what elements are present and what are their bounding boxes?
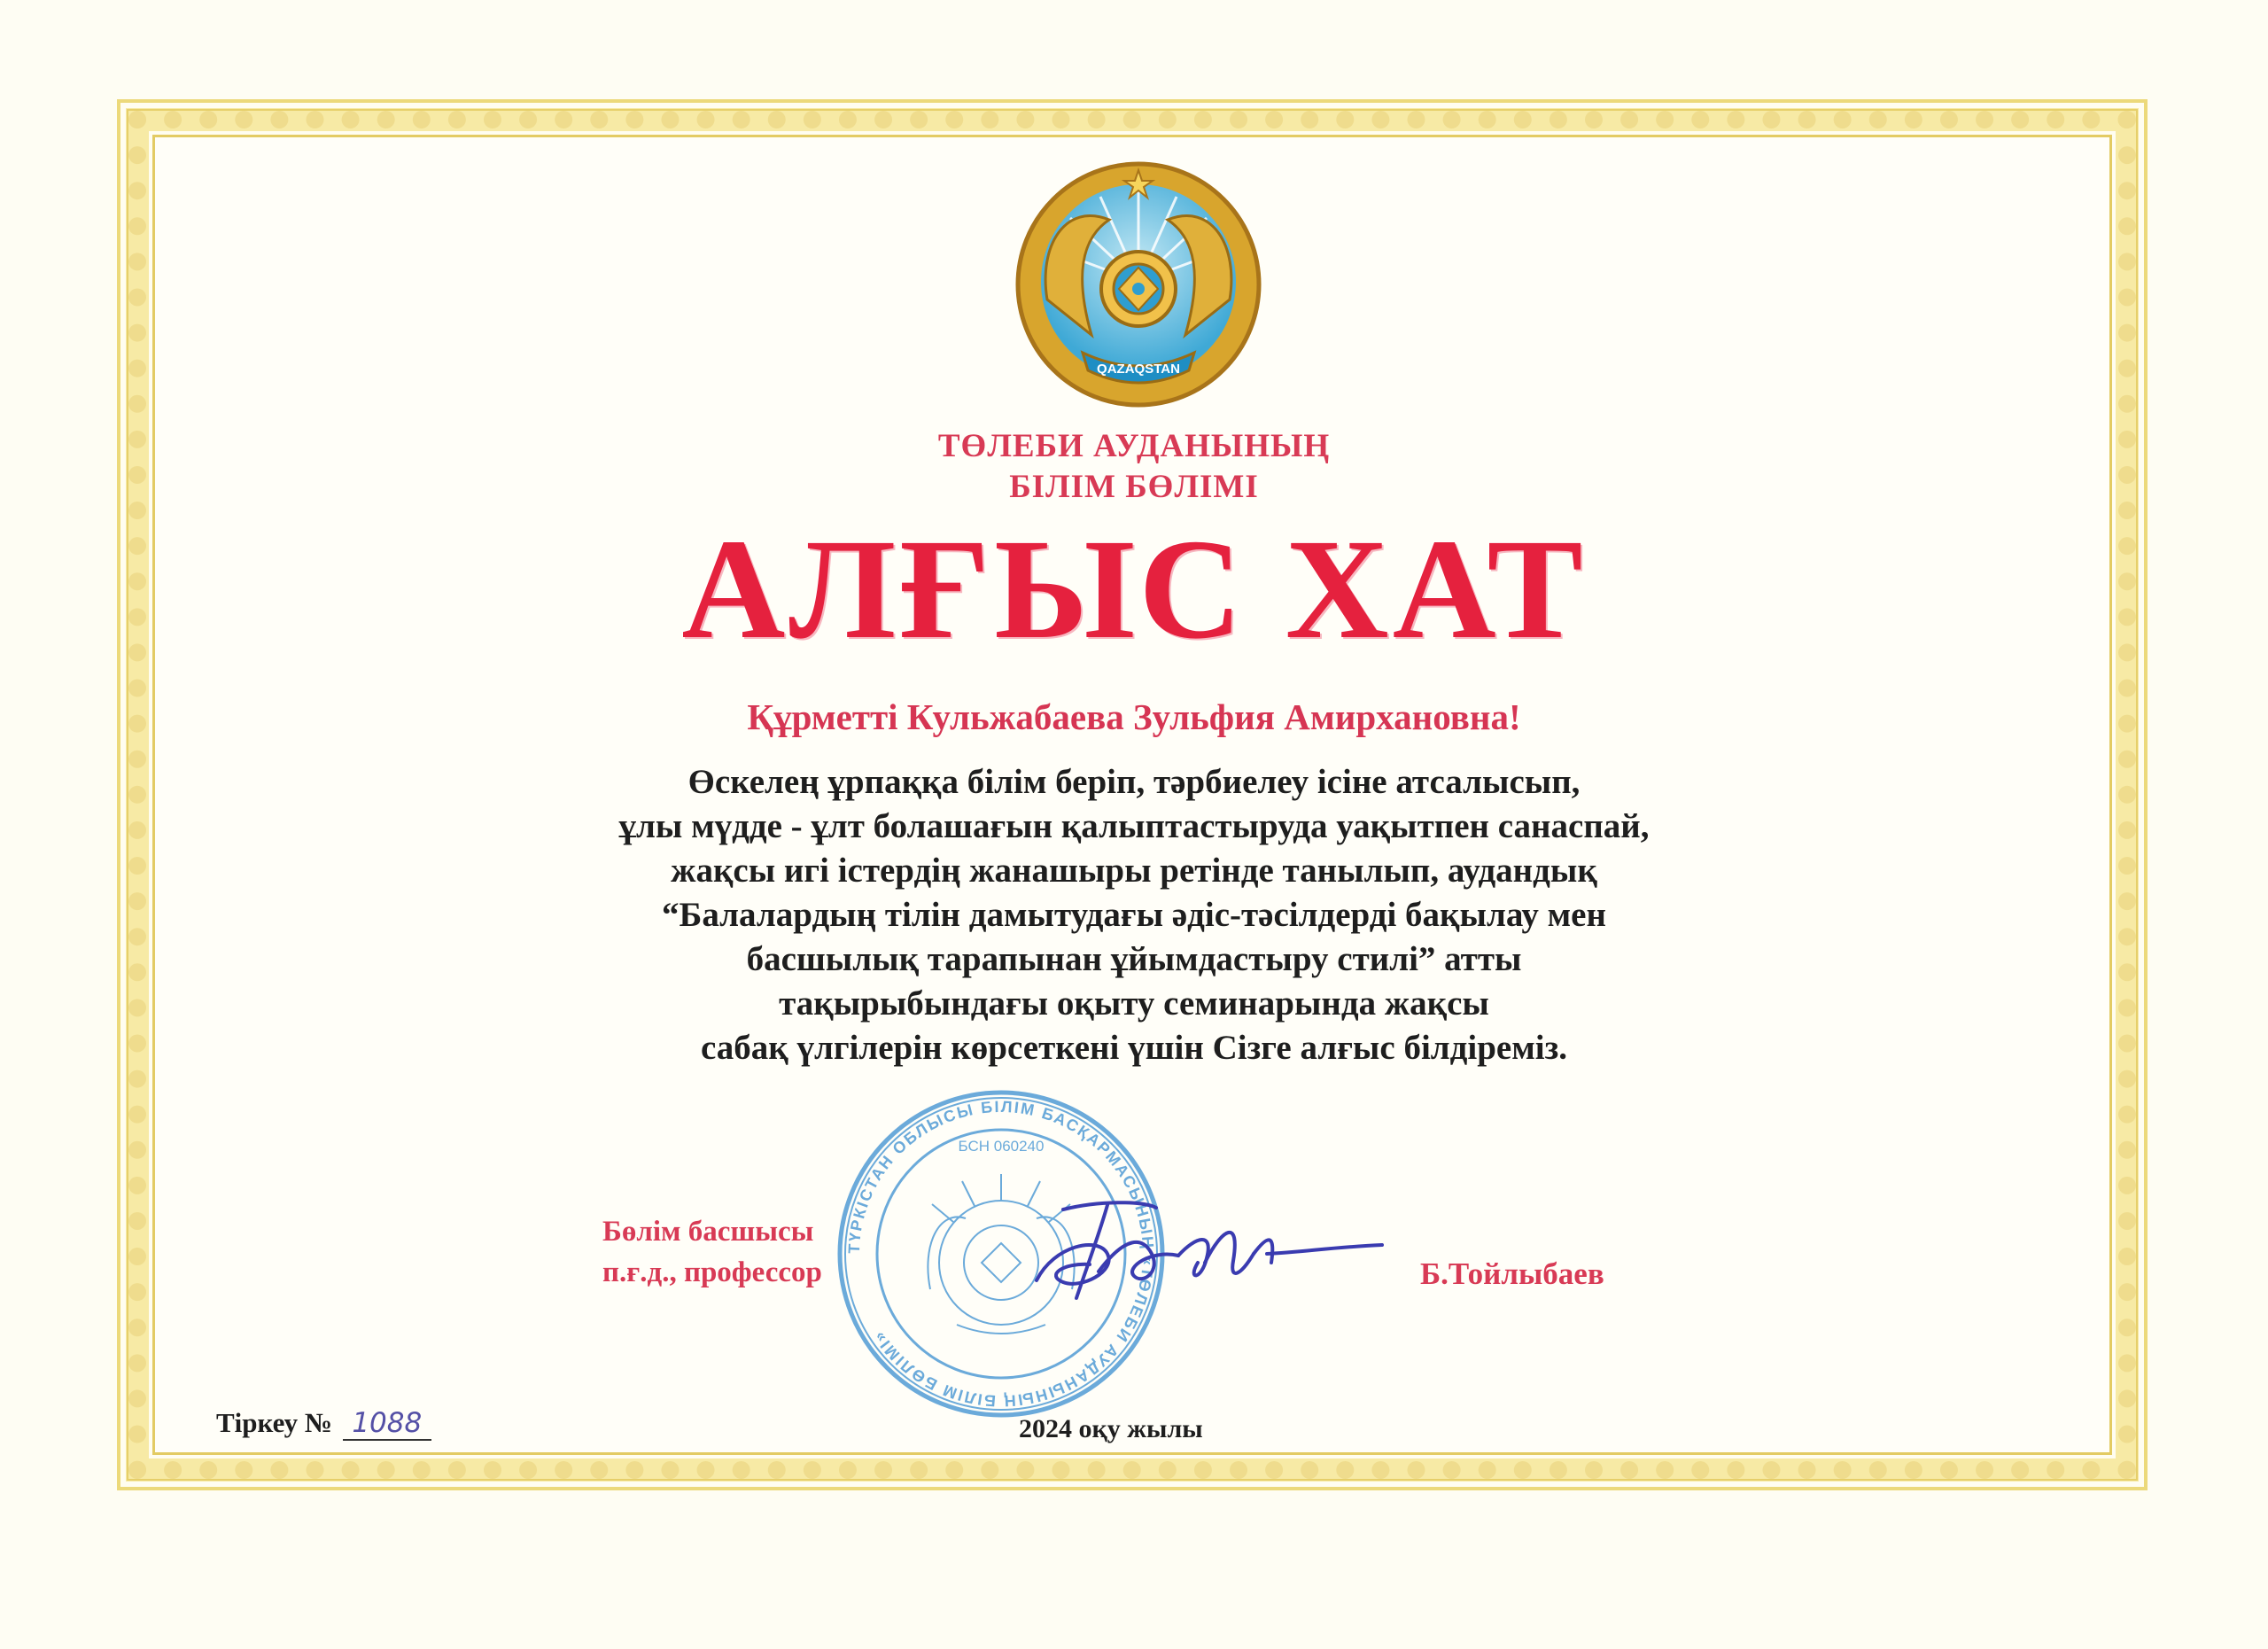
emblem-caption: QAZAQSTAN	[1097, 362, 1180, 377]
registration-label: Тіркеу №	[216, 1407, 333, 1438]
body-line: тақырыбындағы оқыту семинарында жақсы	[779, 984, 1489, 1023]
body-line: Өскелең ұрпаққа білім беріп, тәрбиелеу ісіне атсалысып,	[687, 763, 1581, 801]
organization-line-1: ТӨЛЕБИ АУДАНЫНЫҢ	[937, 428, 1331, 464]
organization-line-2: БІЛІМ БӨЛІМІ	[1009, 469, 1259, 505]
signer-position: Бөлім басшысы	[602, 1216, 814, 1248]
academic-year: 2024 оқу жылы	[1019, 1414, 1203, 1443]
body-line: жақсы игі істердің жанашыры ретінде танылып, аудандық	[671, 852, 1597, 890]
handwritten-signature	[1001, 1183, 1391, 1307]
body-line: ұлы мүдде - ұлт болашағын қалыптастыруда уақытпен санаспай,	[618, 807, 1650, 845]
signer-degree: п.ғ.д., профессор	[602, 1256, 822, 1288]
certificate-body	[337, 760, 1931, 1070]
registration-line	[216, 1407, 431, 1441]
body-line: сабақ үлгілерін көрсеткені үшін Сізге алғыс білдіреміз.	[700, 1029, 1568, 1067]
stamp-ring-text: ТҮРКІСТАН ОБЛЫСЫ БІЛІМ БАСҚАРМАСЫНЫҢ «ТӨЛЕБИ АУДАНЫНЫҢ БІЛІМ БӨЛІМІ»	[844, 1097, 1158, 1411]
signer-name: Б.Тойлыбаев	[1420, 1256, 1604, 1291]
registration-number: 1088	[343, 1407, 431, 1441]
body-line: “Балалардың тілін дамытудағы әдіс-тәсілдерді бақылау мен	[662, 896, 1606, 934]
body-line: басшылық тарапынан ұйымдастыру стилі” атты	[746, 940, 1522, 978]
stamp-code: БСН 060240	[958, 1138, 1045, 1155]
state-emblem-icon	[1012, 158, 1265, 411]
document-title: АЛҒЫС ХАТ	[681, 510, 1587, 669]
recipient-greeting: Құрметті Кульжабаева Зульфия Амирхановна!	[747, 696, 1521, 737]
